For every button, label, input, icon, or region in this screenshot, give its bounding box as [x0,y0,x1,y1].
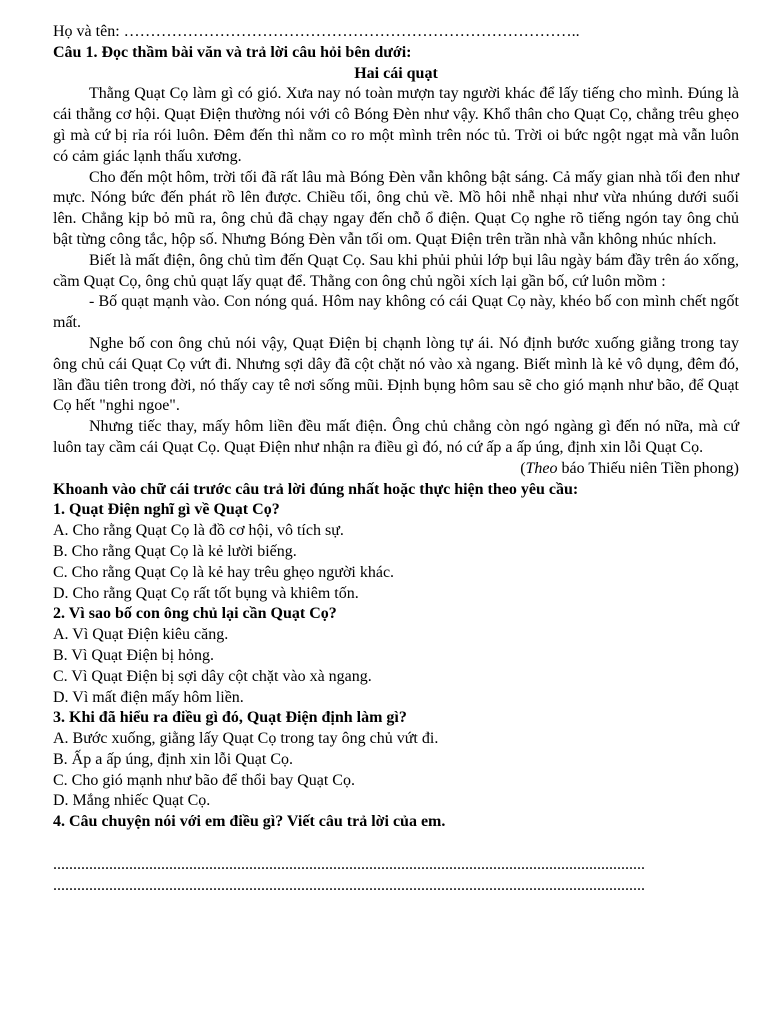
question-3-option-b[interactable]: B. Ấp a ấp úng, định xin lỗi Quạt Cọ. [53,750,293,768]
question-1-option-d[interactable]: D. Cho rằng Quạt Cọ rất tốt bụng và khiêm tốn. [53,584,359,602]
source-open: ( [520,459,526,477]
question-2-option-a[interactable]: A. Vì Quạt Điện kiêu căng. [53,626,229,644]
question-3-option-c[interactable]: C. Cho gió mạnh như bão để thổi bay Quạt Cọ. [53,771,355,789]
story-paragraph: Biết là mất điện, ông chủ tìm đến Quạt Cọ. Sau khi phủi phủi lớp bụi lâu ngày bám đầy trên áo xống, cầm Quạt Cọ, ông chủ quạt lấy quạt để. Thằng con ông chủ ngồi xích lại gần bố, cứ luôn mồm : [53,251,739,290]
story-paragraph: Cho đến một hôm, trời tối đã rất lâu mà Bóng Đèn vẫn không bật sáng. Cả mấy gian nhà tối đen như mực. Nóng bức đến phát rồ lên được. Chiều tối, ông chủ về. Mồ hôi nhễ nhại như vừa nhúng dưới suối lên. Chẳng kịp bỏ mũ ra, ông chủ đã chạy ngay đến chỗ ổ điện. Quạt Cọ nghe rõ tiếng ngón tay ông chủ bật từng công tắc, hộp số. Nhưng Bóng Đèn vẫn tối om. Quạt Điện trên trần nhà vẫn không nhúc nhích. [53,168,739,248]
story-title: Hai cái quạt [354,64,438,82]
spacer [53,833,739,855]
question-2-option-d[interactable]: D. Vì mất điện mấy hôm liền. [53,688,244,706]
question-3-option-d[interactable]: D. Mắng nhiếc Quạt Cọ. [53,792,211,810]
answer-line-2[interactable]: .................................................................................................................................................... [53,876,645,894]
question-2-option-c[interactable]: C. Vì Quạt Điện bị sợi dây cột chặt vào xà ngang. [53,667,372,685]
question-2-option-b[interactable]: B. Vì Quạt Điện bị hỏng. [53,646,215,664]
question-1-option-a[interactable]: A. Cho rằng Quạt Cọ là đồ cơ hội, vô tích sự. [53,522,344,540]
story-paragraph: Nhưng tiếc thay, mấy hôm liền đều mất điện. Ông chủ chẳng còn ngó ngàng gì đến nó nữa, mà cứ luôn tay cầm cái Quạt Cọ. Quạt Điện như nhận ra điều gì đó, nó cứ ấp a ấp úng, định xin lỗi Quạt Cọ. [53,418,739,456]
question-1-option-c[interactable]: C. Cho rằng Quạt Cọ là kẻ hay trêu ghẹo người khác. [53,563,395,581]
source-rest: báo Thiếu niên Tiền phong) [557,459,739,477]
question-3-option-a[interactable]: A. Bước xuống, giằng lấy Quạt Cọ trong tay ông chủ vứt đi. [53,730,439,748]
story-source [53,459,739,480]
story-paragraph: Nghe bố con ông chủ nói vậy, Quạt Điện bị chạnh lòng tự ái. Nó định bước xuống giằng trong tay ông chủ cái Quạt Cọ vứt đi. Nhưng sợi dây đã cột chặt nó vào xà ngang. Biết mình là kẻ vô dụng, đêm đó, lần đầu tiên trong đời, nó thấy cay tê nơi sống mũi. Định bụng hôm sau sẽ cho gió mạnh như bão, để Quạt Cọ hết "nghi ngoe". [53,334,739,415]
question-1: 1. Quạt Điện nghĩ gì về Quạt Cọ? [53,501,280,519]
question-3: 3. Khi đã hiểu ra điều gì đó, Quạt Điện định làm gì? [53,709,407,727]
instructions: Khoanh vào chữ cái trước câu trả lời đúng nhất hoặc thực hiện theo yêu cầu: [53,480,579,498]
source-italic: Theo [525,459,558,477]
question-2: 2. Vì sao bố con ông chủ lại cần Quạt Cọ? [53,605,337,623]
section-title: Câu 1. Đọc thầm bài văn và trả lời câu hỏi bên dưới: [53,43,412,61]
question-1-option-b[interactable]: B. Cho rằng Quạt Cọ là kẻ lười biếng. [53,542,297,560]
student-name-line: Họ và tên: ………………………………………………………………………….. [53,23,580,40]
question-4: 4. Câu chuyện nói với em điều gì? Viết câu trả lời của em. [53,813,446,831]
story-paragraph: Thằng Quạt Cọ làm gì có gió. Xưa nay nó toàn mượn tay người khác để lấy tiếng cho mình. Đúng là cái thằng cơ hội. Quạt Điện thường nói với cô Bóng Đèn như vậy. Khổ thân cho Quạt Cọ, chẳng trêu ghẹo gì mà cứ bị rỉa rói luôn. Đêm đến thì nằm co ro một mình trên nóc tủ. Trời oi bức ngột ngạt mà vẫn luôn có cảm giác lạnh thấu xương. [53,85,739,165]
story-paragraph: - Bố quạt mạnh vào. Con nóng quá. Hôm nay không có cái Quạt Cọ này, khéo bố con mình chết ngốt mất. [53,293,739,332]
answer-line-1[interactable]: .................................................................................................................................................... [53,856,645,874]
